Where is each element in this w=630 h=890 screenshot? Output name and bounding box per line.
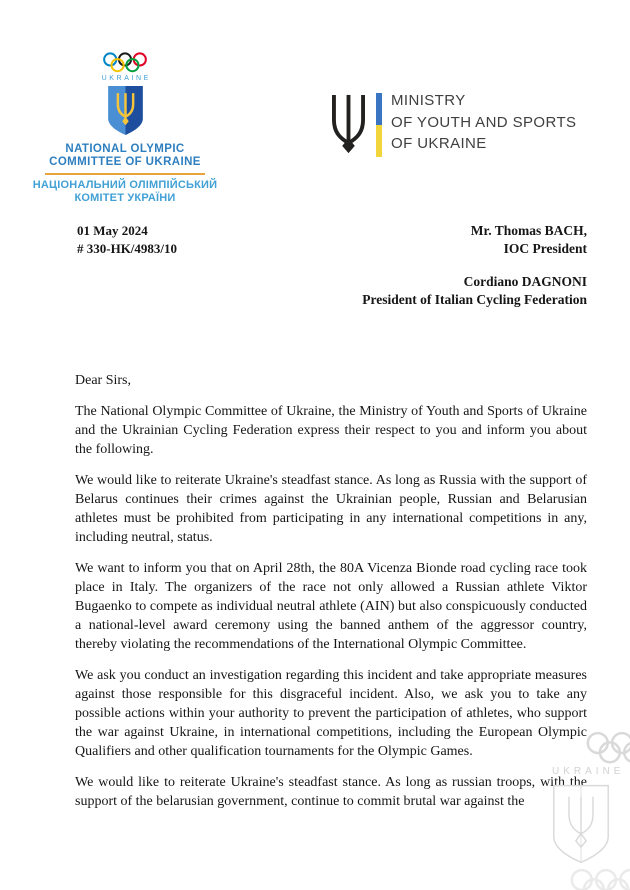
- body-paragraph-5: We would like to reiterate Ukraine's steadfast stance. As long as russian troops, with the support of the belarusian government, continue to commit brutal war against the: [75, 775, 587, 809]
- recipient-primary-name: Mr. Thomas BACH,: [470, 223, 587, 238]
- salutation: Dear Sirs,: [75, 373, 131, 388]
- recipient-secondary-title: President of Italian Cycling Federation: [362, 292, 587, 307]
- noc-country-label: UKRAINE: [101, 75, 151, 82]
- ministry-logo: [329, 93, 576, 157]
- letter-meta: [77, 222, 177, 258]
- recipient-primary-title: IOC President: [503, 241, 587, 256]
- letter-reference-number: # 330-HK/4983/10: [77, 241, 178, 256]
- noc-divider: [45, 173, 205, 175]
- watermark-olympic-rings-partial-icon: [570, 868, 630, 890]
- watermark-shield-trident-icon: [548, 784, 614, 864]
- noc-ukraine-logo: [30, 52, 220, 205]
- watermark-olympic-rings-icon: [586, 731, 630, 765]
- body-paragraph-1: The National Olympic Committee of Ukraine, the Ministry of Youth and Sports of Ukraine and the Ukrainian Cycling Federation express their respect to you and inform you about the following.: [75, 404, 587, 457]
- ministry-name-line1: MINISTRY: [391, 92, 466, 109]
- noc-name-en-line1: NATIONAL OLYMPIC: [65, 143, 185, 155]
- olympic-rings-icon: [103, 52, 147, 73]
- letter-date: 01 May 2024: [77, 223, 148, 238]
- recipients-block: [362, 222, 587, 309]
- ministry-flag-bar: [376, 93, 382, 157]
- body-paragraph-4: We ask you conduct an investigation regarding this incident and take appropriate measures against those responsible for this disgraceful incident. Also, we ask you to take any possible actions within your authority to prevent the participation of athletes, who support the war against Ukraine, in international competitions, including the European Olympic Qualifiers and other qualification tournaments for the Olympic Games.: [75, 668, 587, 759]
- ministry-name-line3: OF UKRAINE: [391, 135, 487, 152]
- watermark-ukraine-label: UKRAINE: [552, 766, 625, 777]
- recipient-secondary-name: Cordiano DAGNONI: [463, 274, 587, 289]
- noc-name-uk-line2: КОМІТЕТ УКРАЇНИ: [74, 192, 176, 204]
- noc-shield-trident-icon: [107, 85, 144, 136]
- ministry-tryzub-icon: [329, 93, 368, 157]
- body-paragraph-2: We would like to reiterate Ukraine's steadfast stance. As long as Russia with the support of Belarus continues their crimes against the Ukrainian people, Russian and Belarusian athletes must be prohibited from participating in any international competitions in any, including neutral, status.: [75, 473, 587, 545]
- letter-body: [75, 371, 587, 823]
- noc-name-en-line2: COMMITTEE OF UKRAINE: [49, 156, 201, 168]
- noc-name-uk-line1: НАЦІОНАЛЬНИЙ ОЛІМПІЙСЬКИЙ: [32, 179, 218, 191]
- body-paragraph-3: We want to inform you that on April 28th, the 80A Vicenza Bionde road cycling race took place in Italy. The organizers of the race not only allowed a Russian athlete Viktor Bugaenko to compete as individual neutral athlete (AIN) but also conspicuously conducted a national-level award ceremony using the banned anthem of the aggressor country, thereby violating the recommendations of the International Olympic Committee.: [75, 561, 587, 652]
- ministry-name-line2: OF YOUTH AND SPORTS: [391, 113, 577, 131]
